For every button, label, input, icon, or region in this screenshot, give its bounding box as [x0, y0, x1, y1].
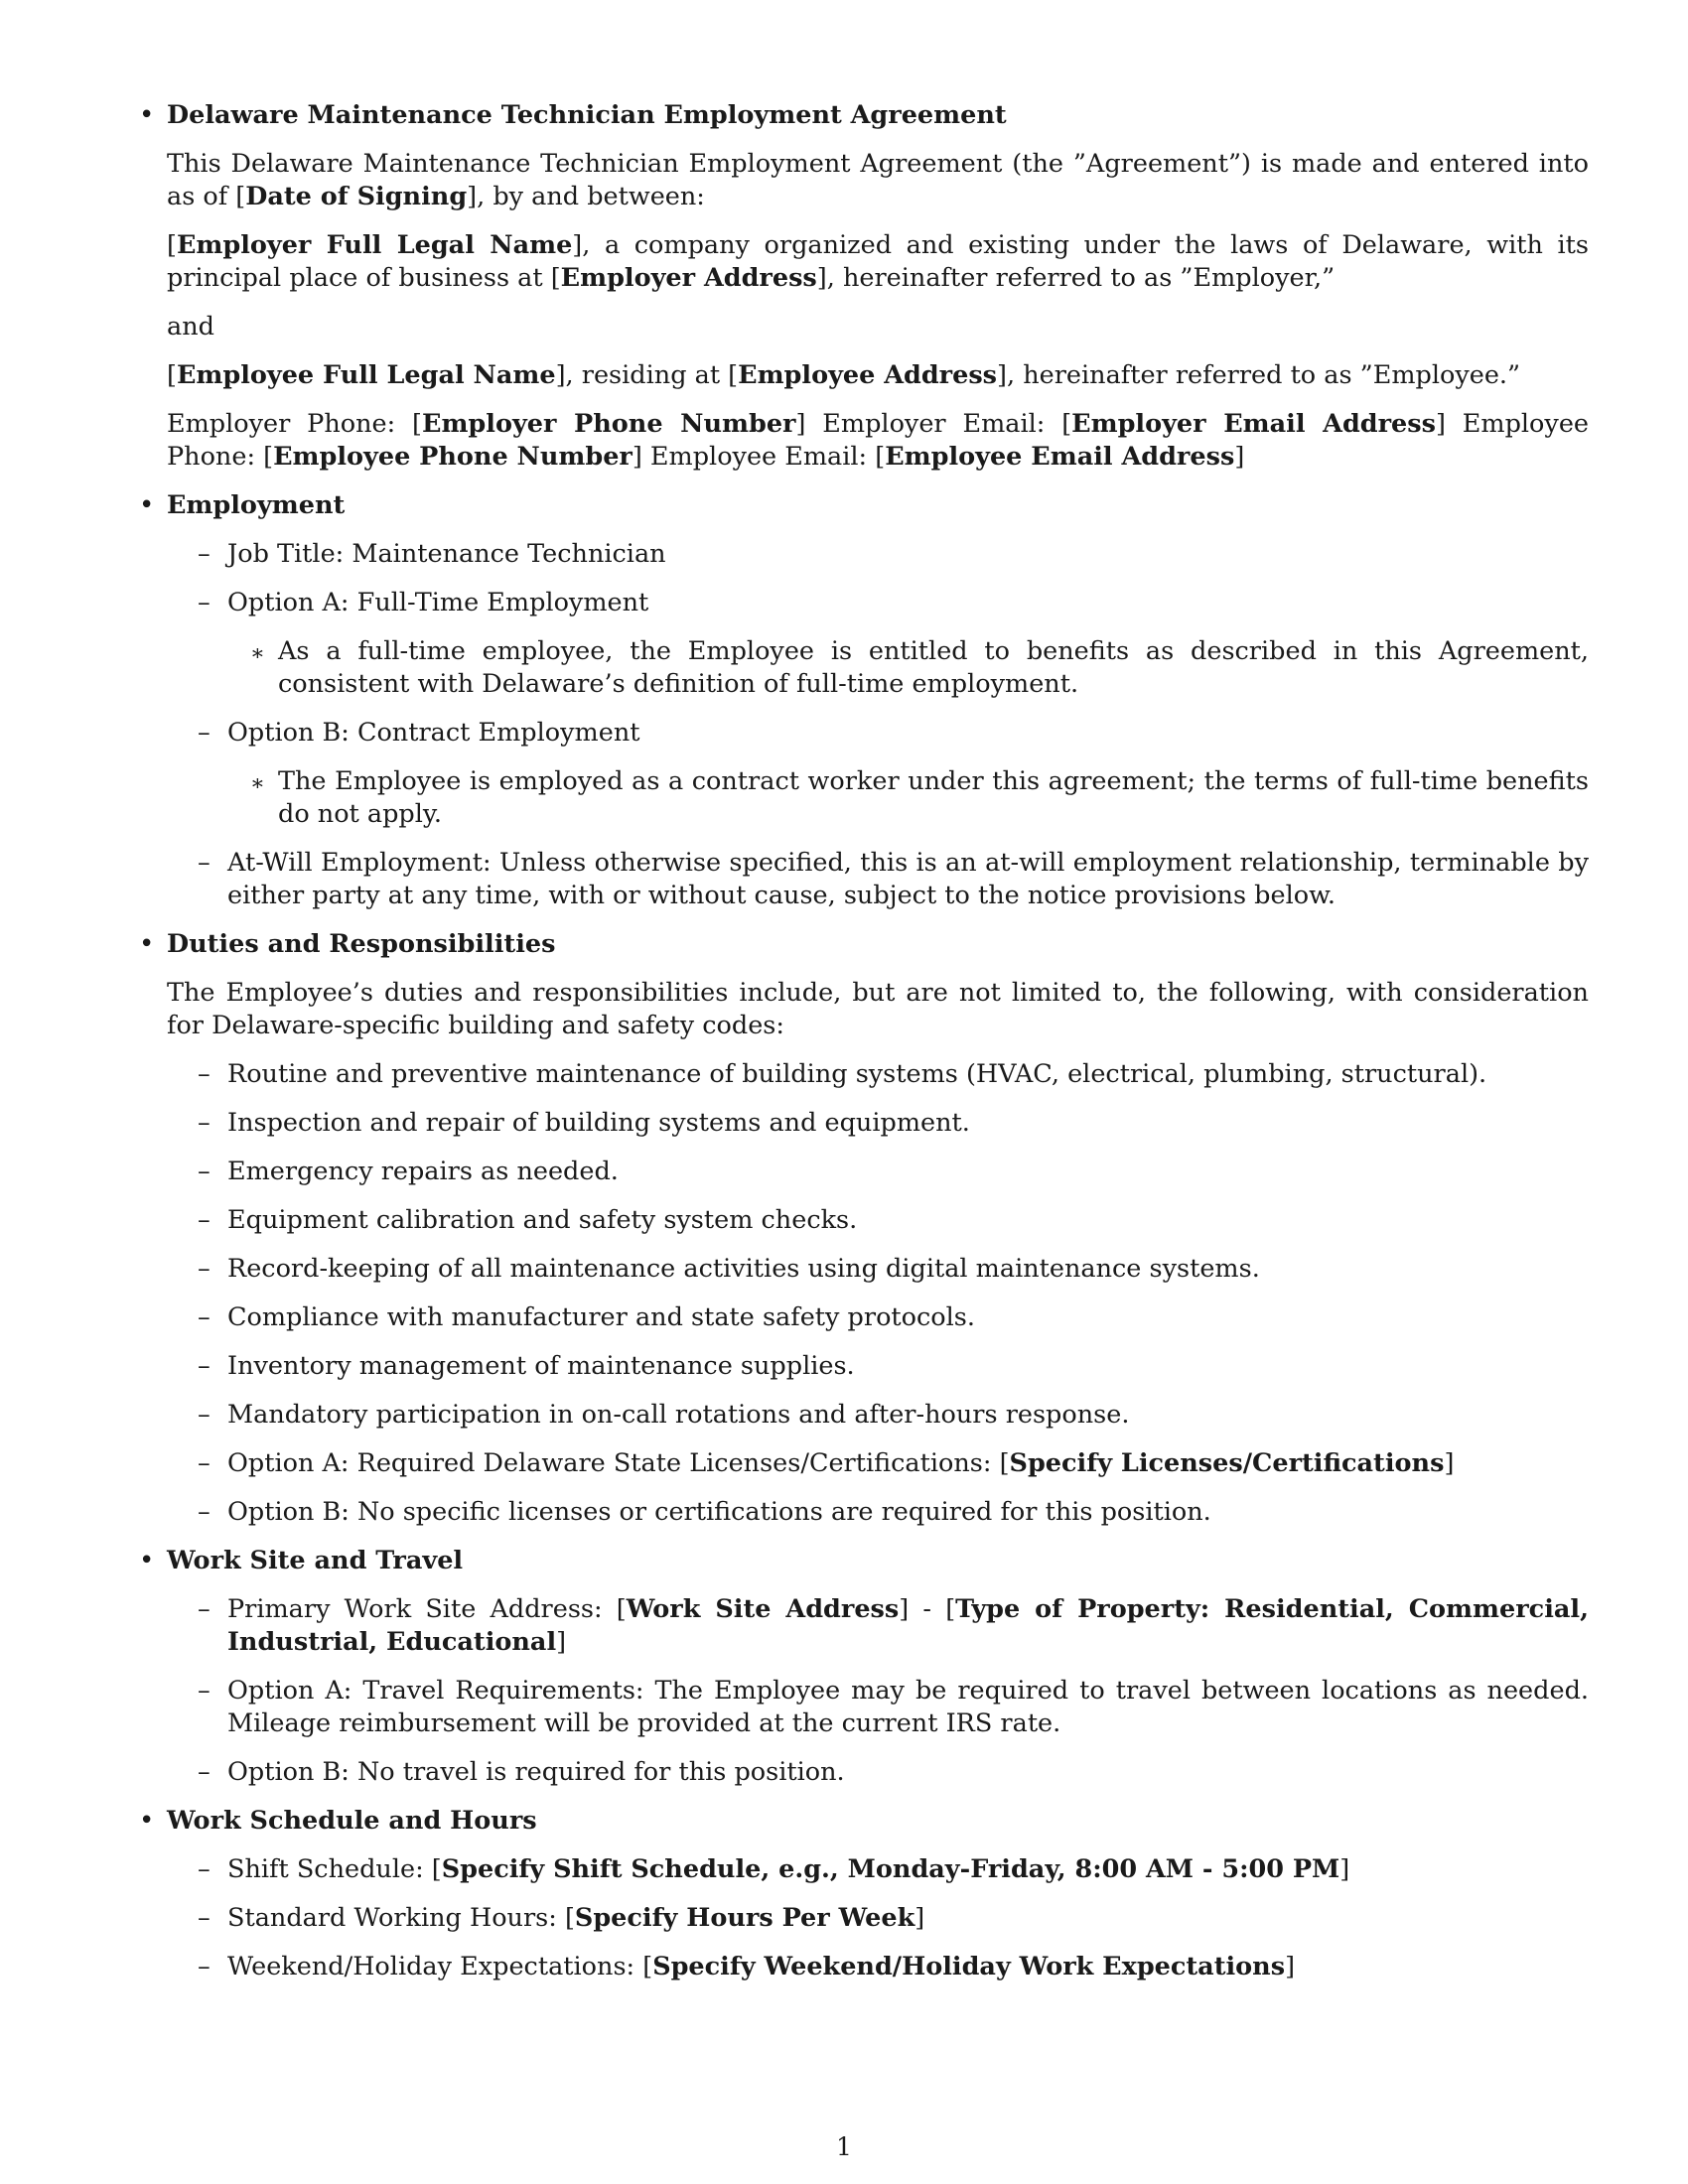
employee-paragraph [167, 359, 1589, 392]
item-text: Option A: Travel Requirements: The Employee may be required to travel between locations as needed. Mileage reimbursement will be provided at the current IRS rate. [227, 1676, 1589, 1738]
contact-paragraph [167, 408, 1589, 474]
text-run: ] - [ [899, 1594, 956, 1624]
employer-email-field: Employer Email Address [1071, 409, 1436, 439]
dash-marker: – [198, 1108, 211, 1138]
and-paragraph: and [167, 312, 214, 341]
employer-address-field: Employer Address [560, 263, 817, 293]
text-run: [ [167, 230, 177, 260]
weekend-holiday-field: Specify Weekend/Holiday Work Expectations [652, 1952, 1286, 1981]
text-run: ], by and between: [467, 182, 705, 211]
list-item [198, 1951, 1589, 1983]
dash-marker: – [198, 1448, 211, 1478]
text-run: ] [1339, 1854, 1350, 1884]
sub-list-item [250, 635, 1589, 701]
item-text: Primary Work Site Address: [ [227, 1594, 627, 1624]
sub-list [227, 635, 1589, 701]
item-text: Option B: No travel is required for this position. [227, 1757, 845, 1787]
item-text: Mandatory participation in on-call rotations and after-hours response. [227, 1400, 1130, 1430]
duties-list [167, 1058, 1589, 1529]
item-text: Compliance with manufacturer and state safety protocols. [227, 1302, 975, 1332]
dash-marker: – [198, 1854, 211, 1884]
list-item [198, 1675, 1589, 1740]
star-marker: ∗ [250, 771, 265, 796]
item-text: As a full-time employee, the Employee is entitled to benefits as described in this Agreement, consistent with Delaware’s definition of full-time employment. [278, 636, 1589, 699]
list-item [198, 538, 1589, 571]
item-text: Weekend/Holiday Expectations: [ [227, 1952, 653, 1981]
text-run: ] [1444, 1448, 1455, 1478]
section-agreement [139, 99, 1589, 474]
bullet-marker: • [139, 490, 155, 520]
item-text: Record-keeping of all maintenance activities using digital maintenance systems. [227, 1254, 1260, 1284]
work-site-address-field: Work Site Address [626, 1594, 900, 1624]
list-item [198, 847, 1589, 912]
dash-marker: – [198, 588, 211, 617]
bullet-marker: • [139, 1806, 155, 1836]
dash-marker: – [198, 1400, 211, 1430]
section-title: Employment [167, 490, 346, 520]
text-run: Employer Phone: [ [167, 409, 423, 439]
employee-name-field: Employee Full Legal Name [176, 360, 556, 390]
dash-marker: – [198, 1903, 211, 1933]
duties-intro: The Employee’s duties and responsibilities include, but are not limited to, the following, with consideration for Delaware-specific building and safety codes: [167, 978, 1589, 1040]
list-item [198, 1593, 1589, 1659]
item-text: Routine and preventive maintenance of building systems (HVAC, electrical, plumbing, structural). [227, 1059, 1487, 1089]
hours-per-week-field: Specify Hours Per Week [574, 1903, 915, 1933]
intro-paragraph [167, 148, 1589, 213]
list-item [198, 1756, 1589, 1789]
dash-marker: – [198, 718, 211, 748]
sub-list [227, 765, 1589, 831]
text-run: ] [914, 1903, 925, 1933]
bullet-marker: • [139, 1546, 155, 1575]
dash-marker: – [198, 1351, 211, 1381]
item-text: Option B: No specific licenses or certifications are required for this position. [227, 1497, 1211, 1527]
page-number: 1 [836, 2132, 852, 2161]
sub-list-item [250, 765, 1589, 831]
text-run: ], a company organized and existing under the laws of Delaware, with its principal place of business at [ [167, 230, 1589, 293]
list-item [198, 1301, 1589, 1334]
item-text: Emergency repairs as needed. [227, 1157, 619, 1186]
dash-marker: – [198, 1254, 211, 1284]
list-item [198, 717, 1589, 831]
text-run: ], hereinafter referred to as ”Employer,” [816, 263, 1336, 293]
list-item [198, 1107, 1589, 1140]
property-type-field: Type of Property: Residential, Commercial, Industrial, Educational [227, 1594, 1589, 1657]
bullet-marker: • [139, 100, 155, 130]
list-item [198, 1447, 1589, 1480]
dash-marker: – [198, 1952, 211, 1981]
employee-phone-field: Employee Phone Number [273, 442, 633, 472]
text-run: ] [1234, 442, 1245, 472]
list-item [198, 1058, 1589, 1091]
section-duties [139, 928, 1589, 1529]
date-of-signing-field: Date of Signing [245, 182, 468, 211]
list-item [198, 1853, 1589, 1886]
item-text: Shift Schedule: [ [227, 1854, 442, 1884]
dash-marker: – [198, 1676, 211, 1706]
item-text: Option B: Contract Employment [227, 718, 640, 748]
bullet-marker: • [139, 929, 155, 959]
item-text: Option A: Required Delaware State Licenses/Certifications: [ [227, 1448, 1010, 1478]
text-run: ] Employee Email: [ [632, 442, 886, 472]
schedule-list [167, 1853, 1589, 1983]
employee-email-field: Employee Email Address [885, 442, 1235, 472]
item-text: The Employee is employed as a contract worker under this agreement; the terms of full-time benefits do not apply. [278, 766, 1589, 829]
employer-name-field: Employer Full Legal Name [176, 230, 573, 260]
list-item [198, 1496, 1589, 1529]
document-body [139, 99, 1589, 1999]
text-run: [ [167, 360, 177, 390]
dash-marker: – [198, 1302, 211, 1332]
star-marker: ∗ [250, 641, 265, 666]
section-title: Work Schedule and Hours [167, 1806, 537, 1836]
text-run: ] [556, 1627, 567, 1657]
list-item [198, 1902, 1589, 1935]
text-run: This Delaware Maintenance Technician Employment Agreement (the ”Agreement”) is made and entered into as of [ [167, 149, 1589, 211]
item-text: Standard Working Hours: [ [227, 1903, 575, 1933]
item-text: Option A: Full-Time Employment [227, 588, 649, 617]
employer-phone-field: Employer Phone Number [422, 409, 796, 439]
employment-list [167, 538, 1589, 912]
section-title: Delaware Maintenance Technician Employment Agreement [167, 100, 1007, 130]
section-work-schedule [139, 1805, 1589, 1983]
dash-marker: – [198, 539, 211, 569]
text-run: ], hereinafter referred to as ”Employee.” [997, 360, 1521, 390]
item-text: Inventory management of maintenance supplies. [227, 1351, 855, 1381]
employer-paragraph [167, 229, 1589, 295]
section-employment [139, 489, 1589, 912]
dash-marker: – [198, 1497, 211, 1527]
list-item [198, 1156, 1589, 1188]
section-work-site [139, 1545, 1589, 1789]
list-item [198, 1204, 1589, 1237]
text-run: ] Employee Phone: [ [167, 409, 1589, 472]
item-text: At-Will Employment: Unless otherwise specified, this is an at-will employment relationship, terminable by either party at any time, with or without cause, subject to the notice provisions below. [227, 848, 1589, 910]
dash-marker: – [198, 1757, 211, 1787]
list-item [198, 1253, 1589, 1286]
shift-schedule-field: Specify Shift Schedule, e.g., Monday-Friday, 8:00 AM - 5:00 PM [441, 1854, 1340, 1884]
employee-address-field: Employee Address [738, 360, 998, 390]
dash-marker: – [198, 1059, 211, 1089]
dash-marker: – [198, 1157, 211, 1186]
item-text: Inspection and repair of building systems and equipment. [227, 1108, 970, 1138]
list-item [198, 1399, 1589, 1432]
licenses-field: Specify Licenses/Certifications [1009, 1448, 1445, 1478]
item-text: Job Title: Maintenance Technician [227, 539, 666, 569]
list-item [198, 1350, 1589, 1383]
dash-marker: – [198, 1205, 211, 1235]
text-run: ], residing at [ [555, 360, 739, 390]
section-title: Duties and Responsibilities [167, 929, 556, 959]
dash-marker: – [198, 1594, 211, 1624]
text-run: ] [1285, 1952, 1296, 1981]
text-run: ] Employer Email: [ [795, 409, 1072, 439]
list-item [198, 587, 1589, 701]
section-title: Work Site and Travel [167, 1546, 464, 1575]
item-text: Equipment calibration and safety system checks. [227, 1205, 858, 1235]
work-site-list [167, 1593, 1589, 1789]
dash-marker: – [198, 848, 211, 878]
